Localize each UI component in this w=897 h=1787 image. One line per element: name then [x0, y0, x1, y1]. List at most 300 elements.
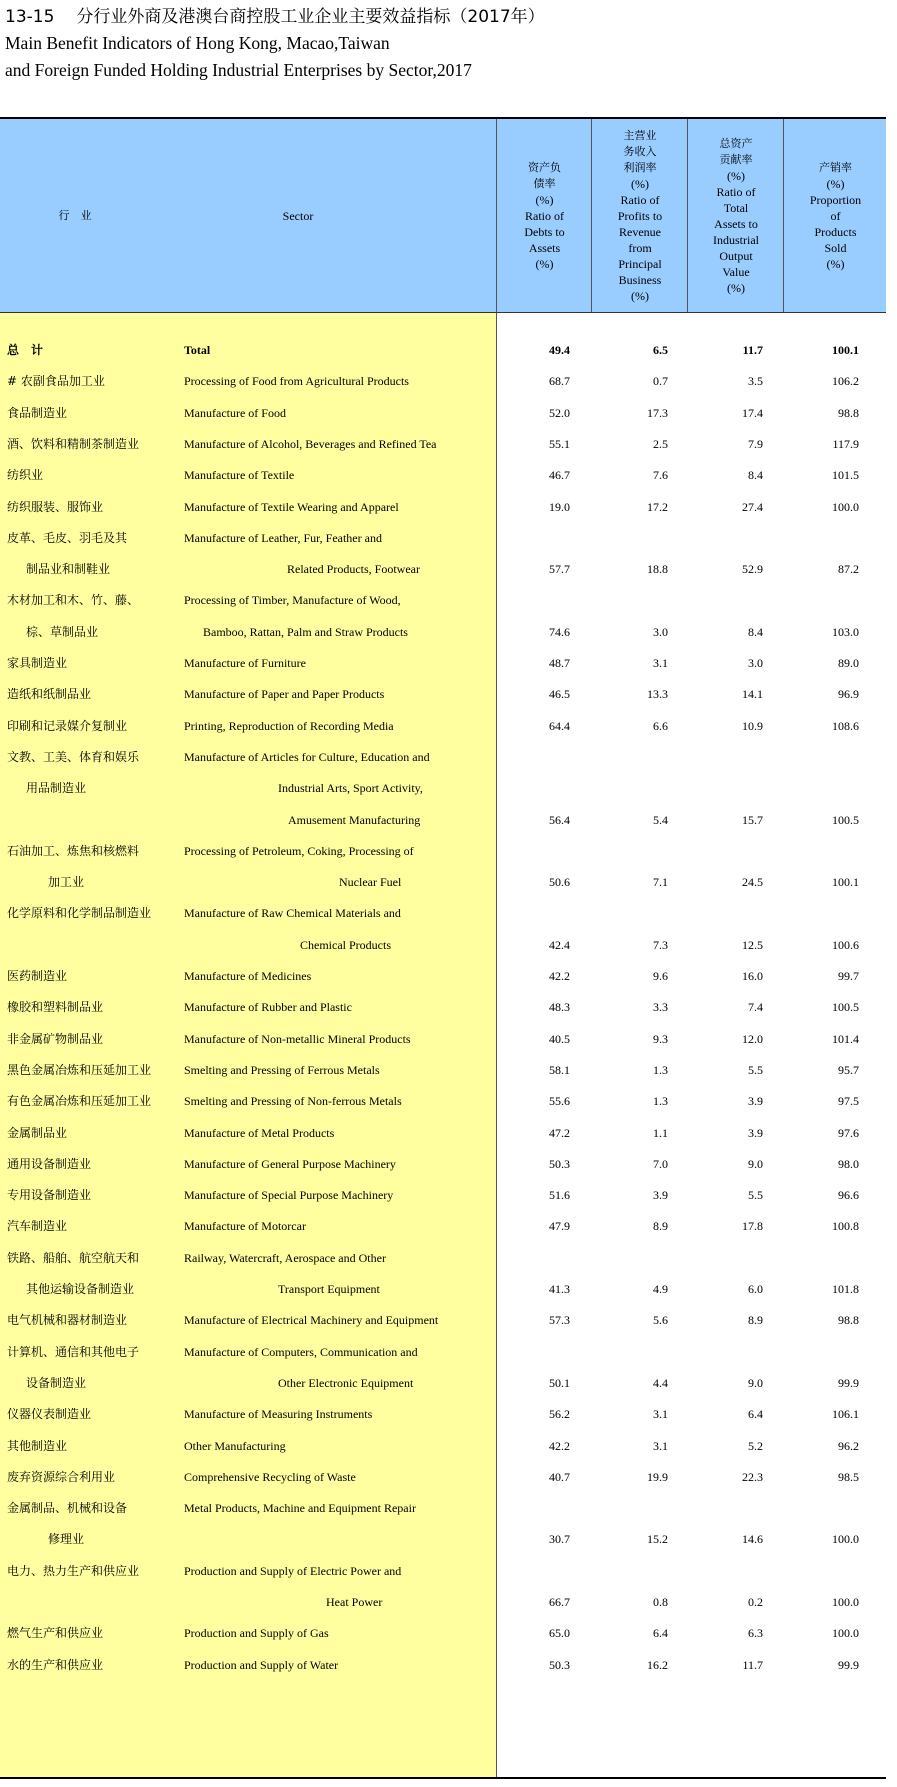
header-line: (%) [826, 176, 845, 191]
data-table [0, 117, 886, 1779]
industry-cn: # 农副食品加工业 [7, 374, 105, 389]
assets-contribution-value: 9.0 [748, 1156, 763, 1171]
industry-cn: 电气机械和器材制造业 [7, 1313, 128, 1328]
debt-ratio-value: 40.5 [549, 1031, 570, 1046]
table-row [0, 930, 886, 961]
sector-en: Related Products, Footwear [287, 562, 420, 577]
table-row [0, 1024, 886, 1055]
debt-ratio-value: 57.7 [549, 562, 570, 577]
profit-ratio-value: 3.1 [653, 1438, 668, 1453]
industry-cn: 铁路、船舶、航空航天和 [7, 1250, 140, 1265]
sector-en: Metal Products, Machine and Equipment Repair [184, 1501, 416, 1516]
debt-ratio-value: 65.0 [549, 1626, 570, 1641]
table-row [0, 617, 886, 648]
assets-contribution-value: 11.7 [742, 1657, 763, 1672]
table-row [0, 805, 886, 836]
industry-cn: 其他运输设备制造业 [26, 1282, 135, 1296]
industry-cn: 皮革、毛皮、羽毛及其 [7, 530, 128, 545]
profit-ratio-value: 9.3 [653, 1031, 668, 1046]
industry-cn: 仪器仪表制造业 [7, 1407, 92, 1422]
header-line: Ratio of [716, 184, 756, 199]
header-text [713, 136, 759, 296]
sales-ratio-value: 87.2 [838, 562, 859, 577]
industry-cn: 有色金属冶炼和压延加工业 [7, 1094, 152, 1109]
debt-ratio-value: 66.7 [549, 1595, 570, 1609]
table-header [0, 119, 886, 313]
industry-cn: 专用设备制造业 [7, 1188, 92, 1203]
header-line: Total [723, 200, 749, 215]
industry-cn: 纺织服装、服饰业 [7, 499, 104, 514]
profit-ratio-value: 16.2 [647, 1657, 668, 1672]
sector-en: Production and Supply of Water [184, 1657, 339, 1672]
sales-ratio-value: 100.0 [832, 1595, 859, 1609]
header-line: 总资产 [719, 136, 753, 150]
header-line: Assets to [714, 216, 758, 231]
debt-ratio-value: 41.3 [549, 1282, 570, 1296]
profit-ratio-value: 7.0 [653, 1156, 668, 1171]
sector-en: Manufacture of Alcohol, Beverages and Refined Tea [184, 436, 437, 451]
sales-ratio-value: 99.9 [838, 1375, 859, 1390]
profit-ratio-value: 6.6 [653, 718, 668, 733]
header-line: 债率 [533, 176, 556, 190]
industry-cn: 水的生产和供应业 [7, 1657, 104, 1672]
profit-ratio-value: 1.3 [653, 1094, 668, 1109]
header-assets-contribution [687, 119, 784, 312]
sales-ratio-value: 101.4 [832, 1031, 859, 1046]
industry-cn: 家具制造业 [7, 656, 68, 670]
profit-ratio-value: 18.8 [647, 562, 668, 577]
assets-contribution-value: 11.7 [742, 343, 763, 357]
debt-ratio-value: 19.0 [549, 499, 570, 514]
table-row [0, 1055, 886, 1086]
assets-contribution-value: 10.9 [742, 718, 763, 733]
sector-en: Comprehensive Recycling of Waste [184, 1469, 356, 1484]
sector-en: Manufacture of Motorcar [184, 1219, 306, 1234]
table-row [0, 1149, 886, 1180]
sector-en: Manufacture of Textile [184, 468, 295, 483]
table-row [0, 523, 886, 554]
header-line: Revenue [619, 224, 661, 239]
sector-en: Other Electronic Equipment [278, 1375, 414, 1390]
table-row [0, 836, 886, 867]
sector-en: Manufacture of Medicines [184, 969, 312, 983]
debt-ratio-value: 57.3 [549, 1313, 570, 1328]
table-row [0, 1493, 886, 1524]
table-row [0, 366, 886, 397]
sales-ratio-value: 103.0 [832, 624, 859, 639]
sector-en: Manufacture of Computers, Communication and [184, 1344, 418, 1359]
table-row [0, 1368, 886, 1399]
industry-cn: 修理业 [48, 1532, 85, 1547]
sector-en: Heat Power [326, 1595, 383, 1609]
industry-cn: 橡胶和塑料制品业 [7, 1000, 104, 1015]
sector-en: Industrial Arts, Sport Activity, [278, 781, 423, 796]
assets-contribution-value: 5.2 [748, 1438, 763, 1453]
table-row [0, 773, 886, 804]
title-cn-text: 分行业外商及港澳台商控股工业企业主要效益指标（2017年） [76, 7, 545, 27]
bottom-rule [0, 1777, 886, 1779]
sales-ratio-value: 98.8 [838, 1313, 859, 1328]
header-line: Debts to [524, 224, 565, 239]
industry-cn: 其他制造业 [7, 1438, 68, 1453]
header-text [810, 160, 861, 272]
assets-contribution-value: 3.9 [748, 1094, 763, 1109]
industry-cn: 设备制造业 [26, 1375, 87, 1390]
sales-ratio-value: 96.6 [838, 1188, 859, 1203]
sales-ratio-value: 95.7 [838, 1062, 859, 1077]
sector-en: Manufacture of Food [184, 405, 286, 420]
header-line: (%) [631, 176, 649, 191]
sales-ratio-value: 99.9 [838, 1657, 859, 1672]
assets-contribution-value: 8.4 [748, 624, 763, 639]
profit-ratio-value: 4.9 [653, 1282, 668, 1296]
profit-ratio-value: 7.1 [653, 875, 668, 890]
table-row [0, 1587, 886, 1618]
assets-contribution-value: 6.4 [748, 1407, 763, 1422]
header-line: of [830, 208, 841, 223]
table-row [0, 460, 886, 491]
profit-ratio-value: 3.0 [653, 624, 668, 639]
sector-en: Railway, Watercraft, Aerospace and Other [184, 1250, 386, 1265]
sales-ratio-value: 100.6 [832, 937, 859, 952]
sales-ratio-value: 106.2 [832, 374, 859, 389]
sector-en: Processing of Food from Agricultural Products [184, 374, 409, 389]
debt-ratio-value: 74.6 [549, 624, 570, 639]
sector-en: Manufacture of Metal Products [184, 1125, 335, 1140]
header-profit-ratio [591, 119, 688, 312]
debt-ratio-value: 50.1 [549, 1375, 570, 1390]
profit-ratio-value: 8.9 [653, 1219, 668, 1234]
header-line: Proportion [809, 192, 862, 207]
debt-ratio-value: 49.4 [549, 343, 570, 357]
debt-ratio-value: 51.6 [549, 1188, 570, 1203]
assets-contribution-value: 6.0 [748, 1282, 763, 1296]
assets-contribution-value: 8.9 [748, 1313, 763, 1328]
sector-en: Manufacture of Raw Chemical Materials and [184, 906, 401, 921]
table-row [0, 1243, 886, 1274]
assets-contribution-value: 24.5 [742, 875, 763, 890]
table-row [0, 648, 886, 679]
industry-cn: 造纸和纸制品业 [7, 687, 92, 702]
assets-contribution-value: 3.5 [748, 374, 763, 389]
profit-ratio-value: 1.3 [653, 1062, 668, 1077]
assets-contribution-value: 17.8 [742, 1219, 763, 1234]
industry-cn: 金属制品业 [7, 1125, 68, 1140]
profit-ratio-value: 3.1 [653, 1407, 668, 1422]
table-row [0, 1524, 886, 1555]
sales-ratio-value: 106.1 [832, 1407, 859, 1422]
table-row [0, 1650, 886, 1681]
profit-ratio-value: 4.4 [653, 1375, 668, 1390]
table-row [0, 492, 886, 523]
table-row [0, 742, 886, 773]
sector-en: Manufacture of Rubber and Plastic [184, 1000, 352, 1015]
debt-ratio-value: 30.7 [549, 1532, 570, 1547]
sales-ratio-value: 100.8 [832, 1219, 859, 1234]
debt-ratio-value: 56.2 [549, 1407, 570, 1422]
industry-cn: 非金属矿物制品业 [7, 1031, 104, 1046]
sales-ratio-value: 100.0 [832, 499, 859, 514]
assets-contribution-value: 5.5 [748, 1062, 763, 1077]
assets-contribution-value: 6.3 [748, 1626, 763, 1641]
header-line: Industrial [713, 232, 759, 247]
debt-ratio-value: 56.4 [549, 812, 570, 827]
profit-ratio-value: 17.2 [647, 499, 668, 514]
assets-contribution-value: 14.6 [742, 1532, 763, 1547]
header-line: 贡献率 [719, 152, 753, 166]
header-line: (%) [535, 192, 554, 207]
header-line: (%) [535, 256, 554, 271]
header-industry-cn: 行 业 [58, 208, 92, 222]
profit-ratio-value: 3.3 [653, 1000, 668, 1015]
header-text [618, 128, 662, 304]
industry-cn: 印刷和记录媒介复制业 [7, 718, 128, 733]
table-row [0, 992, 886, 1023]
industry-cn: 化学原料和化学制品制造业 [7, 906, 152, 921]
header-line: Business [618, 272, 662, 287]
profit-ratio-value: 19.9 [647, 1469, 668, 1484]
table-row [0, 1556, 886, 1587]
debt-ratio-value: 50.3 [549, 1657, 570, 1672]
industry-cn: 总 计 [7, 343, 44, 357]
title-block [5, 4, 885, 84]
sector-en: Manufacture of Electrical Machinery and Equipment [184, 1313, 439, 1328]
sales-ratio-value: 100.5 [832, 1000, 859, 1015]
industry-cn: 黑色金属冶炼和压延加工业 [7, 1062, 152, 1077]
header-line: Ratio of [620, 192, 660, 207]
profit-ratio-value: 6.5 [653, 343, 668, 357]
sector-en: Manufacture of Furniture [184, 656, 306, 670]
profit-ratio-value: 2.5 [653, 436, 668, 451]
sector-en: Processing of Petroleum, Coking, Processing of [184, 843, 414, 858]
sector-en: Manufacture of Special Purpose Machinery [184, 1188, 394, 1203]
table-row [0, 1431, 886, 1462]
sales-ratio-value: 100.0 [832, 1626, 859, 1641]
sector-en: Production and Supply of Gas [184, 1626, 329, 1641]
assets-contribution-value: 3.0 [748, 656, 763, 670]
sector-en: Processing of Timber, Manufacture of Wood, [184, 593, 401, 608]
header-line: Ratio of [525, 208, 564, 223]
table-row [0, 1180, 886, 1211]
profit-ratio-value: 9.6 [653, 969, 668, 983]
sales-ratio-value: 98.5 [838, 1469, 859, 1484]
debt-ratio-value: 42.2 [549, 1438, 570, 1453]
assets-contribution-value: 15.7 [742, 812, 763, 827]
sales-ratio-value: 100.0 [832, 1532, 859, 1547]
industry-cn: 酒、饮料和精制茶制造业 [7, 436, 140, 451]
sales-ratio-value: 100.5 [832, 812, 859, 827]
profit-ratio-value: 5.6 [653, 1313, 668, 1328]
header-line: 务收入 [623, 144, 657, 158]
sales-ratio-value: 89.0 [838, 656, 859, 670]
table-row [0, 1337, 886, 1368]
table-row [0, 1211, 886, 1242]
industry-cn: 汽车制造业 [7, 1219, 68, 1234]
debt-ratio-value: 48.3 [549, 1000, 570, 1015]
table-row [0, 1462, 886, 1493]
header-line: Value [722, 264, 750, 279]
sector-en: Manufacture of Articles for Culture, Education and [184, 749, 430, 764]
assets-contribution-value: 8.4 [748, 468, 763, 483]
header-debt-ratio [496, 119, 592, 312]
assets-contribution-value: 9.0 [748, 1375, 763, 1390]
table-row [0, 961, 886, 992]
sales-ratio-value: 101.8 [832, 1282, 859, 1296]
table-row [0, 898, 886, 929]
table-title-en-line1: Main Benefit Indicators of Hong Kong, Macao,Taiwan [5, 33, 390, 53]
sector-en: Printing, Reproduction of Recording Media [184, 718, 394, 733]
header-line: (%) [631, 288, 649, 303]
table-row [0, 585, 886, 616]
debt-ratio-value: 58.1 [549, 1062, 570, 1077]
profit-ratio-value: 0.8 [653, 1595, 668, 1609]
header-line: Assets [528, 240, 561, 255]
sales-ratio-value: 98.8 [838, 405, 859, 420]
assets-contribution-value: 27.4 [742, 499, 763, 514]
profit-ratio-value: 15.2 [647, 1532, 668, 1547]
debt-ratio-value: 68.7 [549, 374, 570, 389]
debt-ratio-value: 47.2 [549, 1125, 570, 1140]
table-number: 13-15 [5, 7, 55, 27]
assets-contribution-value: 17.4 [742, 405, 763, 420]
sector-en: Nuclear Fuel [339, 875, 402, 890]
table-row [0, 398, 886, 429]
debt-ratio-value: 47.9 [549, 1219, 570, 1234]
header-line: 资产负 [528, 160, 561, 174]
profit-ratio-value: 3.9 [653, 1188, 668, 1203]
industry-cn: 纺织业 [7, 468, 44, 483]
sector-en: Smelting and Pressing of Non-ferrous Metals [184, 1094, 402, 1109]
sector-en: Manufacture of Textile Wearing and Apparel [184, 499, 399, 514]
debt-ratio-value: 42.4 [549, 937, 570, 952]
assets-contribution-value: 7.9 [748, 436, 763, 451]
profit-ratio-value: 7.6 [653, 468, 668, 483]
sector-en: Manufacture of Leather, Fur, Feather and [184, 530, 382, 545]
profit-ratio-value: 1.1 [653, 1125, 668, 1140]
sector-en: Bamboo, Rattan, Palm and Straw Products [203, 624, 408, 639]
table-row [0, 554, 886, 585]
table-row [0, 679, 886, 710]
table-row [0, 1618, 886, 1649]
sales-ratio-value: 99.7 [838, 969, 859, 983]
table-row [0, 711, 886, 742]
table-title-en-line2: and Foreign Funded Holding Industrial Enterprises by Sector,2017 [5, 60, 472, 80]
profit-ratio-value: 5.4 [653, 812, 668, 827]
industry-cn: 医药制造业 [7, 969, 68, 983]
table-row [0, 1399, 886, 1430]
industry-cn: 用品制造业 [26, 781, 87, 796]
sector-en: Production and Supply of Electric Power and [184, 1563, 402, 1578]
header-line: Principal [618, 256, 662, 271]
header-line: from [628, 240, 652, 255]
assets-contribution-value: 14.1 [742, 687, 763, 702]
table-row [0, 335, 886, 366]
header-line: Profits to [617, 208, 663, 223]
table-row [0, 1086, 886, 1117]
debt-ratio-value: 55.6 [549, 1094, 570, 1109]
industry-cn: 文教、工美、体育和娱乐 [7, 749, 140, 764]
table-row [0, 867, 886, 898]
table-row [0, 429, 886, 460]
header-sector-en: Sector [282, 208, 314, 223]
table-row [0, 1274, 886, 1305]
debt-ratio-value: 40.7 [549, 1469, 570, 1484]
profit-ratio-value: 17.3 [647, 405, 668, 420]
assets-contribution-value: 7.4 [748, 1000, 763, 1015]
sector-en: Transport Equipment [278, 1282, 380, 1296]
sector-en: Smelting and Pressing of Ferrous Metals [184, 1062, 380, 1077]
industry-cn: 制品业和制鞋业 [26, 562, 111, 577]
sales-ratio-value: 98.0 [838, 1156, 859, 1171]
debt-ratio-value: 55.1 [549, 436, 570, 451]
sales-ratio-value: 100.1 [832, 875, 859, 890]
profit-ratio-value: 6.4 [653, 1626, 668, 1641]
assets-contribution-value: 3.9 [748, 1125, 763, 1140]
debt-ratio-value: 50.3 [549, 1156, 570, 1171]
debt-ratio-value: 42.2 [549, 969, 570, 983]
header-line: 产销率 [819, 160, 852, 174]
industry-cn: 石油加工、炼焦和核燃料 [7, 843, 140, 858]
sales-ratio-value: 117.9 [832, 436, 859, 451]
profit-ratio-value: 0.7 [653, 374, 668, 389]
header-line: (%) [826, 256, 845, 271]
industry-cn: 加工业 [48, 875, 85, 890]
assets-contribution-value: 52.9 [742, 562, 763, 577]
profit-ratio-value: 7.3 [653, 937, 668, 952]
debt-ratio-value: 46.7 [549, 468, 570, 483]
profit-ratio-value: 13.3 [647, 687, 668, 702]
header-line: (%) [727, 168, 745, 183]
industry-cn: 计算机、通信和其他电子 [7, 1344, 140, 1359]
assets-contribution-value: 5.5 [748, 1188, 763, 1203]
debt-ratio-value: 50.6 [549, 875, 570, 890]
industry-cn: 棕、草制品业 [26, 624, 99, 639]
debt-ratio-value: 48.7 [549, 656, 570, 670]
industry-cn: 通用设备制造业 [7, 1156, 92, 1171]
table-title-cn [5, 4, 885, 30]
sector-en: Other Manufacturing [184, 1438, 286, 1453]
table-row [0, 1118, 886, 1149]
sales-ratio-value: 96.9 [838, 687, 859, 702]
sales-ratio-value: 97.6 [838, 1125, 859, 1140]
debt-ratio-value: 64.4 [549, 718, 570, 733]
assets-contribution-value: 12.0 [742, 1031, 763, 1046]
industry-cn: 电力、热力生产和供应业 [7, 1563, 140, 1578]
sales-ratio-value: 97.5 [838, 1094, 859, 1109]
sector-en: Manufacture of Non-metallic Mineral Products [184, 1031, 411, 1046]
sector-en: Manufacture of Paper and Paper Products [184, 687, 385, 702]
sales-ratio-value: 100.1 [832, 343, 859, 357]
header-sales-ratio [783, 119, 887, 312]
assets-contribution-value: 22.3 [742, 1469, 763, 1484]
industry-cn: 金属制品、机械和设备 [7, 1501, 128, 1516]
industry-cn: 木材加工和木、竹、藤、 [7, 593, 140, 608]
sales-ratio-value: 108.6 [832, 718, 859, 733]
sector-en: Amusement Manufacturing [288, 812, 421, 827]
header-line: Sold [824, 240, 847, 255]
sales-ratio-value: 101.5 [832, 468, 859, 483]
assets-contribution-value: 12.5 [742, 937, 763, 952]
header-line: 主营业 [623, 128, 657, 142]
sector-en: Manufacture of Measuring Instruments [184, 1407, 373, 1422]
sector-en: Total [184, 343, 211, 357]
header-line: Products [814, 224, 857, 239]
profit-ratio-value: 3.1 [653, 656, 668, 670]
header-line: Output [719, 248, 753, 263]
industry-cn: 食品制造业 [7, 405, 68, 420]
table-row [0, 1305, 886, 1336]
industry-cn: 废弃资源综合利用业 [7, 1469, 116, 1484]
